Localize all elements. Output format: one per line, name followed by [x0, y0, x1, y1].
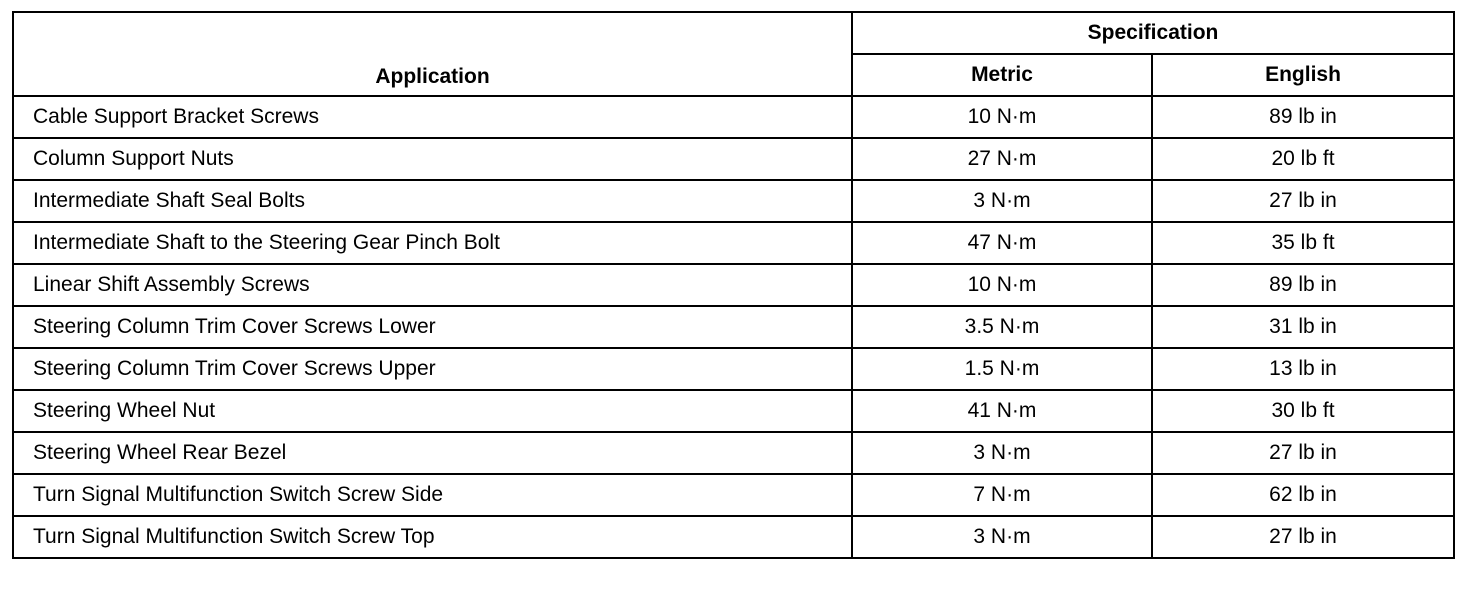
fastener-spec-table	[12, 11, 1455, 559]
table-row	[13, 264, 1454, 306]
table-row	[13, 516, 1454, 558]
metric-cell: 47 N·m	[852, 222, 1152, 264]
english-header: English	[1152, 54, 1454, 96]
table-row	[13, 348, 1454, 390]
table-row	[13, 306, 1454, 348]
english-cell: 31 lb in	[1152, 306, 1454, 348]
specification-header: Specification	[852, 12, 1454, 54]
english-cell: 27 lb in	[1152, 516, 1454, 558]
metric-header: Metric	[852, 54, 1152, 96]
application-cell: Steering Wheel Nut	[13, 390, 852, 432]
application-cell: Linear Shift Assembly Screws	[13, 264, 852, 306]
english-cell: 89 lb in	[1152, 264, 1454, 306]
english-cell: 13 lb in	[1152, 348, 1454, 390]
application-cell: Intermediate Shaft Seal Bolts	[13, 180, 852, 222]
table-row	[13, 432, 1454, 474]
metric-cell: 3.5 N·m	[852, 306, 1152, 348]
metric-cell: 3 N·m	[852, 432, 1152, 474]
english-cell: 35 lb ft	[1152, 222, 1454, 264]
metric-cell: 7 N·m	[852, 474, 1152, 516]
table-row	[13, 390, 1454, 432]
application-cell: Turn Signal Multifunction Switch Screw Top	[13, 516, 852, 558]
application-cell: Steering Wheel Rear Bezel	[13, 432, 852, 474]
english-cell: 30 lb ft	[1152, 390, 1454, 432]
english-cell: 27 lb in	[1152, 432, 1454, 474]
application-cell: Column Support Nuts	[13, 138, 852, 180]
metric-cell: 41 N·m	[852, 390, 1152, 432]
metric-cell: 10 N·m	[852, 96, 1152, 138]
table-header	[13, 12, 1454, 96]
english-cell: 89 lb in	[1152, 96, 1454, 138]
table-row	[13, 96, 1454, 138]
metric-cell: 1.5 N·m	[852, 348, 1152, 390]
application-cell: Turn Signal Multifunction Switch Screw Side	[13, 474, 852, 516]
application-cell: Steering Column Trim Cover Screws Upper	[13, 348, 852, 390]
table-row	[13, 222, 1454, 264]
metric-cell: 3 N·m	[852, 516, 1152, 558]
application-cell: Steering Column Trim Cover Screws Lower	[13, 306, 852, 348]
application-cell: Intermediate Shaft to the Steering Gear Pinch Bolt	[13, 222, 852, 264]
metric-cell: 3 N·m	[852, 180, 1152, 222]
english-cell: 27 lb in	[1152, 180, 1454, 222]
application-cell: Cable Support Bracket Screws	[13, 96, 852, 138]
table-row	[13, 474, 1454, 516]
metric-cell: 27 N·m	[852, 138, 1152, 180]
english-cell: 20 lb ft	[1152, 138, 1454, 180]
table-row	[13, 138, 1454, 180]
metric-cell: 10 N·m	[852, 264, 1152, 306]
table-body	[13, 96, 1454, 558]
english-cell: 62 lb in	[1152, 474, 1454, 516]
table-row	[13, 180, 1454, 222]
application-header: Application	[13, 12, 852, 96]
